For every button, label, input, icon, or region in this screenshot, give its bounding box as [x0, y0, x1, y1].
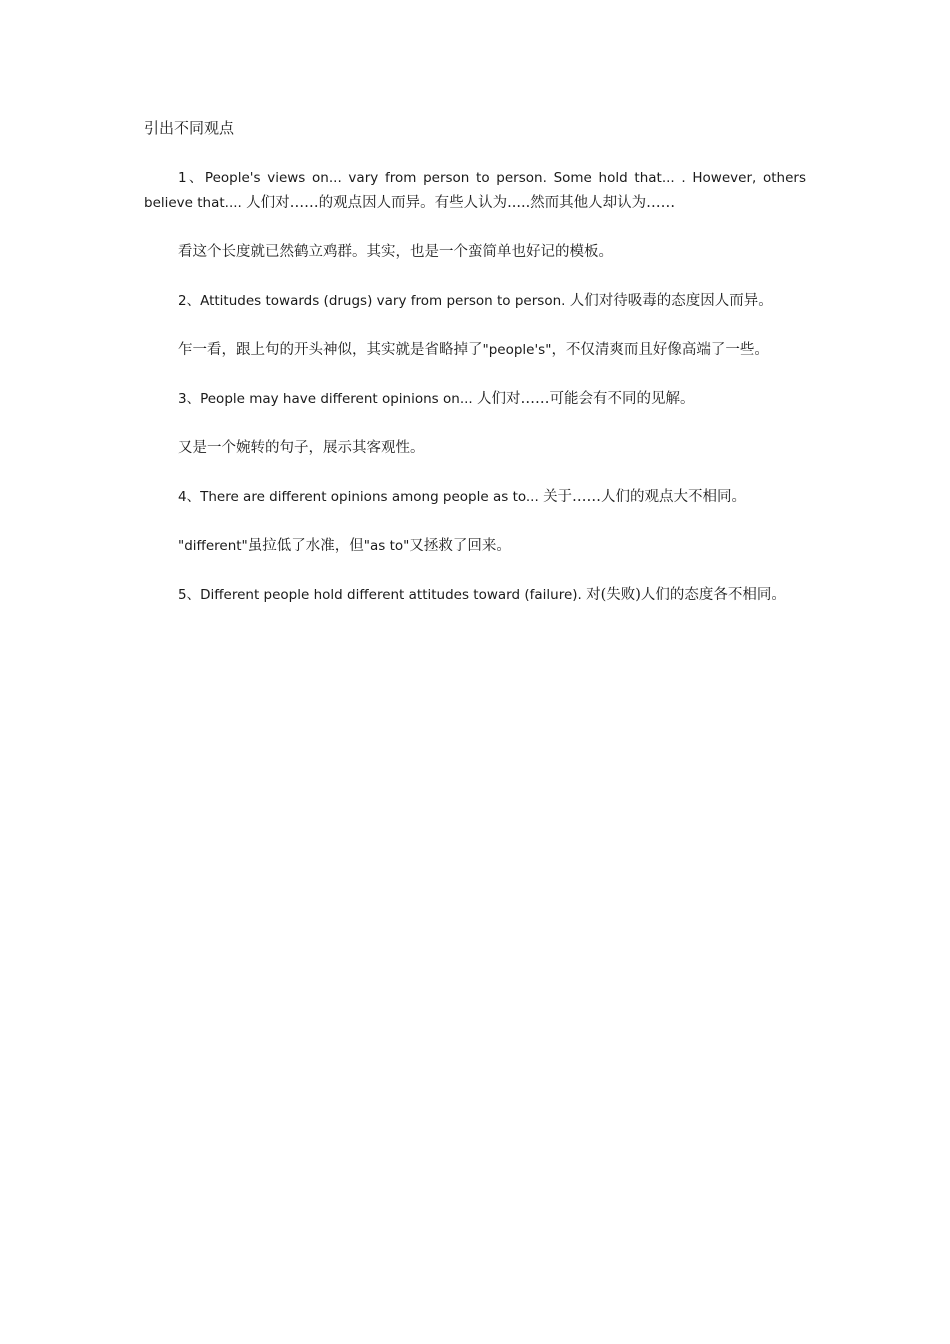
- paragraph-5-english: 5、Different people hold different attitudes toward (failure).: [178, 587, 587, 603]
- paragraph-2-comment: [144, 338, 806, 363]
- paragraph-3-english: 3、People may have different opinions on...: [178, 391, 477, 407]
- paragraph-2-chinese: 人们对待吸毒的态度因人而异。: [569, 293, 773, 309]
- paragraph-1-english: 1、People's views on... vary from person to person. Some hold that... . However, others believe that....: [144, 170, 806, 211]
- paragraph-1-comment-text: 看这个长度就已然鹤立鸡群。其实，也是一个蛮简单也好记的模板。: [178, 244, 613, 260]
- document-page: [144, 116, 806, 632]
- paragraph-2-comment-english: "people's": [482, 342, 552, 358]
- paragraph-4-comment-chinese-a: 虽拉低了水准，但: [247, 538, 364, 554]
- paragraph-1-comment: [144, 240, 806, 265]
- paragraph-4: [144, 485, 806, 510]
- paragraph-1-chinese: 人们对……的观点因人而异。有些人认为.....然而其他人却认为……: [246, 195, 676, 211]
- paragraph-3-chinese: 人们对……可能会有不同的见解。: [476, 391, 695, 407]
- paragraph-3-comment-text: 又是一个婉转的句子，展示其客观性。: [178, 440, 425, 456]
- paragraph-3: [144, 387, 806, 412]
- paragraph-2-english: 2、Attitudes towards (drugs) vary from person to person.: [178, 293, 570, 309]
- paragraph-4-chinese: 关于……人们的观点大不相同。: [543, 489, 747, 505]
- paragraph-4-comment-chinese-b: 又拯救了回来。: [409, 538, 511, 554]
- paragraph-1: [144, 166, 806, 216]
- paragraph-2: [144, 289, 806, 314]
- paragraph-4-comment-english-b: "as to": [363, 538, 410, 554]
- paragraph-2-comment-after: ，不仅清爽而且好像高端了一些。: [551, 342, 769, 358]
- paragraph-4-english: 4、There are different opinions among people as to...: [178, 489, 544, 505]
- paragraph-4-comment: [144, 534, 806, 559]
- document-title: 引出不同观点: [144, 119, 235, 137]
- paragraph-5: [144, 583, 806, 608]
- paragraph-3-comment: [144, 436, 806, 461]
- paragraph-4-comment-english-a: "different": [178, 538, 248, 554]
- paragraph-2-comment-before: 乍一看，跟上句的开头神似，其实就是省略掉了: [178, 342, 483, 358]
- paragraph-5-chinese: 对(失败)人们的态度各不相同。: [586, 587, 786, 603]
